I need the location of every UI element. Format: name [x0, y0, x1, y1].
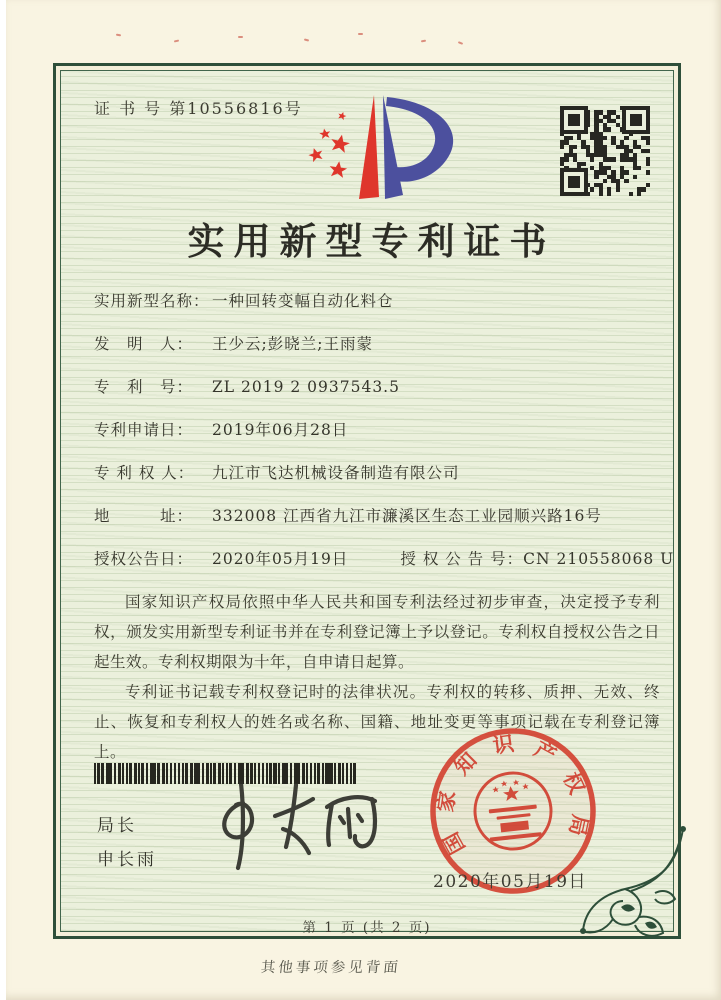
field-value: 九江市飞达机械设备制造有限公司 [212, 464, 460, 482]
page-indicator: 第 1 页 (共 2 页) [302, 920, 432, 936]
field-row-grant [94, 550, 675, 568]
field-value: 332008 江西省九江市濂溪区生态工业园顺兴路16号 [212, 507, 602, 525]
field-label: 实用新型名称： [94, 292, 210, 310]
field-label: 专 利 权 人： [94, 464, 195, 482]
grant-number-label: 授 权 公 告 号： [400, 550, 524, 568]
field-row-patent-number [94, 379, 659, 395]
field-value: 一种回转变幅自动化料仓 [212, 292, 394, 310]
field-value: ZL 2019 2 0937543.5 [212, 378, 400, 396]
field-label: 地 址： [94, 507, 194, 525]
cnipa-logo [283, 89, 473, 204]
field-row-utility-name [94, 293, 659, 309]
field-row-patentee [94, 465, 659, 481]
qr-finder-icon [560, 168, 588, 196]
seal-agency-arc-text: 国家知识产权局 [432, 730, 594, 859]
field-row-application-date [94, 422, 659, 438]
certificate-title: 实用新型专利证书 [187, 219, 556, 263]
grant-date-value: 2020年05月19日 [212, 550, 349, 568]
director-name: 申长雨 [97, 850, 157, 870]
certificate-body [60, 70, 675, 936]
field-label: 发 明 人： [94, 335, 194, 353]
grant-date-label: 授权公告日： [94, 550, 194, 568]
field-row-address [94, 508, 659, 524]
qr-finder-icon [560, 106, 588, 134]
field-row-inventors [94, 336, 659, 352]
field-rows [94, 292, 675, 594]
director-signature-icon [199, 771, 399, 881]
logo-letter-p-shape [386, 97, 453, 182]
field-value: 王少云;彭晓兰;王雨蒙 [212, 335, 373, 353]
qr-code [560, 106, 650, 196]
seal-date: 2020年05月19日 [433, 872, 588, 892]
logo-blue-stem [383, 95, 403, 199]
logo-stars-icon [307, 111, 351, 179]
field-label: 专利申请日： [94, 421, 194, 439]
legal-paragraph-2: 专利证书记载专利权登记时的法律状况。专利权的转移、质押、无效、终止、恢复和专利权人的姓名或名称、国籍、地址变更等事项记载在专利登记簿上。 [94, 683, 660, 761]
legal-paragraph-1: 国家知识产权局依照中华人民共和国专利法经过初步审查，决定授予专利权，颁发实用新型专利证书并在专利登记簿上予以登记。专利权自授权公告之日起生效。专利权期限为十年，自申请日起算。 [94, 593, 660, 671]
certificate-number: 证 书 号 第10556816号 [94, 99, 303, 118]
grant-number-value: CN 210558068 U [523, 550, 675, 568]
certificate-frame [53, 63, 681, 939]
certificate-paper [6, 0, 721, 1000]
field-label: 专 利 号： [94, 378, 194, 396]
director-title: 局长 [97, 816, 137, 836]
back-note: 其他事项参见背面 [260, 960, 402, 976]
field-value: 2019年06月28日 [212, 421, 349, 439]
logo-red-wedge [359, 95, 379, 199]
qr-finder-icon [622, 106, 650, 134]
